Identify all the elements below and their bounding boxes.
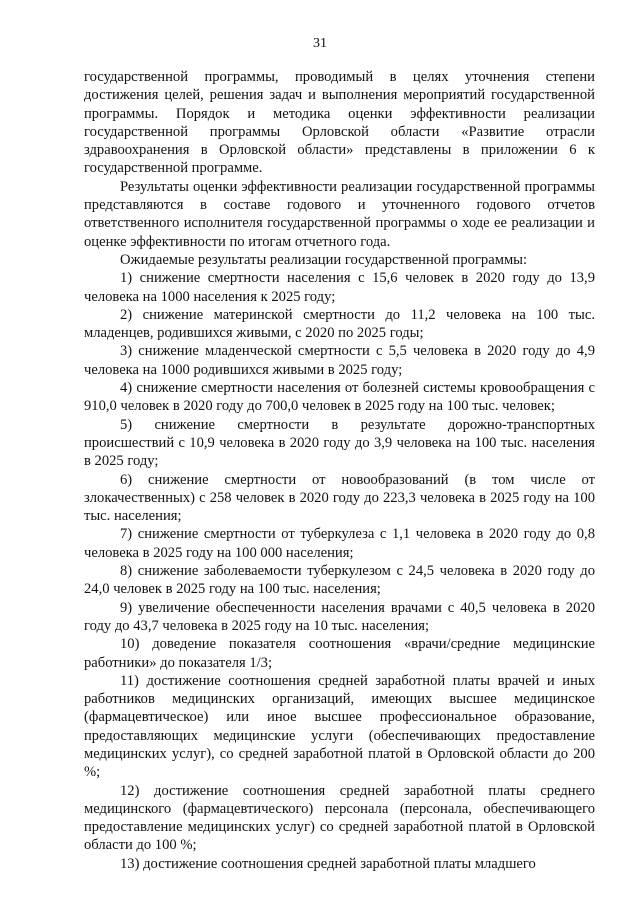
- paragraph-evaluation-results: Результаты оценки эффективности реализации государственной программы представляются в составе годового и уточненного годового отчетов ответственного исполнителя государственной программы о ходе ее реализации и оценке эффективности по итогам отчетного года.: [84, 178, 595, 250]
- list-item: 13) достижение соотношения средней заработной платы младшего: [120, 855, 536, 872]
- list-item: 8) снижение заболеваемости туберкулезом с 24,5 человека в 2020 году до 24,0 человек в 2025 году на 100 тыс. населения;: [84, 563, 595, 598]
- list-item: 4) снижение смертности населения от болезней системы кровообращения с 910,0 человек в 2020 году до 700,0 человек в 2025 году на 100 тыс. человек;: [84, 380, 595, 415]
- page-number: 31: [313, 36, 327, 51]
- list-item: 9) увеличение обеспеченности населения врачами с 40,5 человека в 2020 году до 43,7 человека в 2025 году на 10 тыс. населения;: [84, 599, 595, 634]
- paragraph-expected-results-heading: Ожидаемые результаты реализации государственной программы:: [120, 251, 528, 268]
- list-item: 10) доведение показателя соотношения «врачи/средние медицинские работники» до показателя 1/3;: [84, 636, 595, 671]
- list-item: 5) снижение смертности в результате дорожно-транспортных происшествий с 10,9 человека в 2020 году до 3,9 человека на 100 тыс. населения в 2025 году;: [84, 416, 595, 470]
- list-item: 6) снижение смертности от новообразований (в том числе от злокачественных) с 258 человек в 2020 году до 223,3 человека в 2025 году на 100 тыс. населения;: [84, 471, 595, 525]
- document-body: [84, 68, 595, 873]
- list-item: 11) достижение соотношения средней заработной платы врачей и иных работников медицинских организаций, имеющих высшее медицинское (фармацевтическое) или иное высшее профессиональное образование, предоставляющих медицинские услуги (обеспечивающих предоставление медицинских услуг), со средней заработной платой в Орловской области до 200 %;: [84, 672, 595, 781]
- list-item: 3) снижение младенческой смертности с 5,5 человека в 2020 году до 4,9 человека на 1000 родившихся живыми в 2025 году;: [84, 343, 595, 378]
- list-item: 2) снижение материнской смертности до 11,2 человека на 100 тыс. младенцев, родившихся живыми, с 2020 по 2025 годы;: [84, 306, 595, 342]
- paragraph-continuation: государственной программы, проводимый в целях уточнения степени достижения целей, решения задач и выполнения мероприятий государственной программы. Порядок и методика оценки эффективности реализации государственной программы Орловской области «Развитие отрасли здравоохранения в Орловской области» представлены в приложении 6 к государственной программе.: [84, 69, 595, 177]
- list-item: 12) достижение соотношения средней заработной платы среднего медицинского (фармацевтического) персонала (персонала, обеспечивающего предоставление медицинских услуг) со средней заработной платой в Орловской области до 100 %;: [84, 782, 595, 854]
- list-item: 7) снижение смертности от туберкулеза с 1,1 человека в 2020 году до 0,8 человека в 2025 году на 100 000 населения;: [84, 526, 595, 561]
- list-item: 1) снижение смертности населения с 15,6 человек в 2020 году до 13,9 человека на 1000 населения к 2025 году;: [84, 270, 595, 305]
